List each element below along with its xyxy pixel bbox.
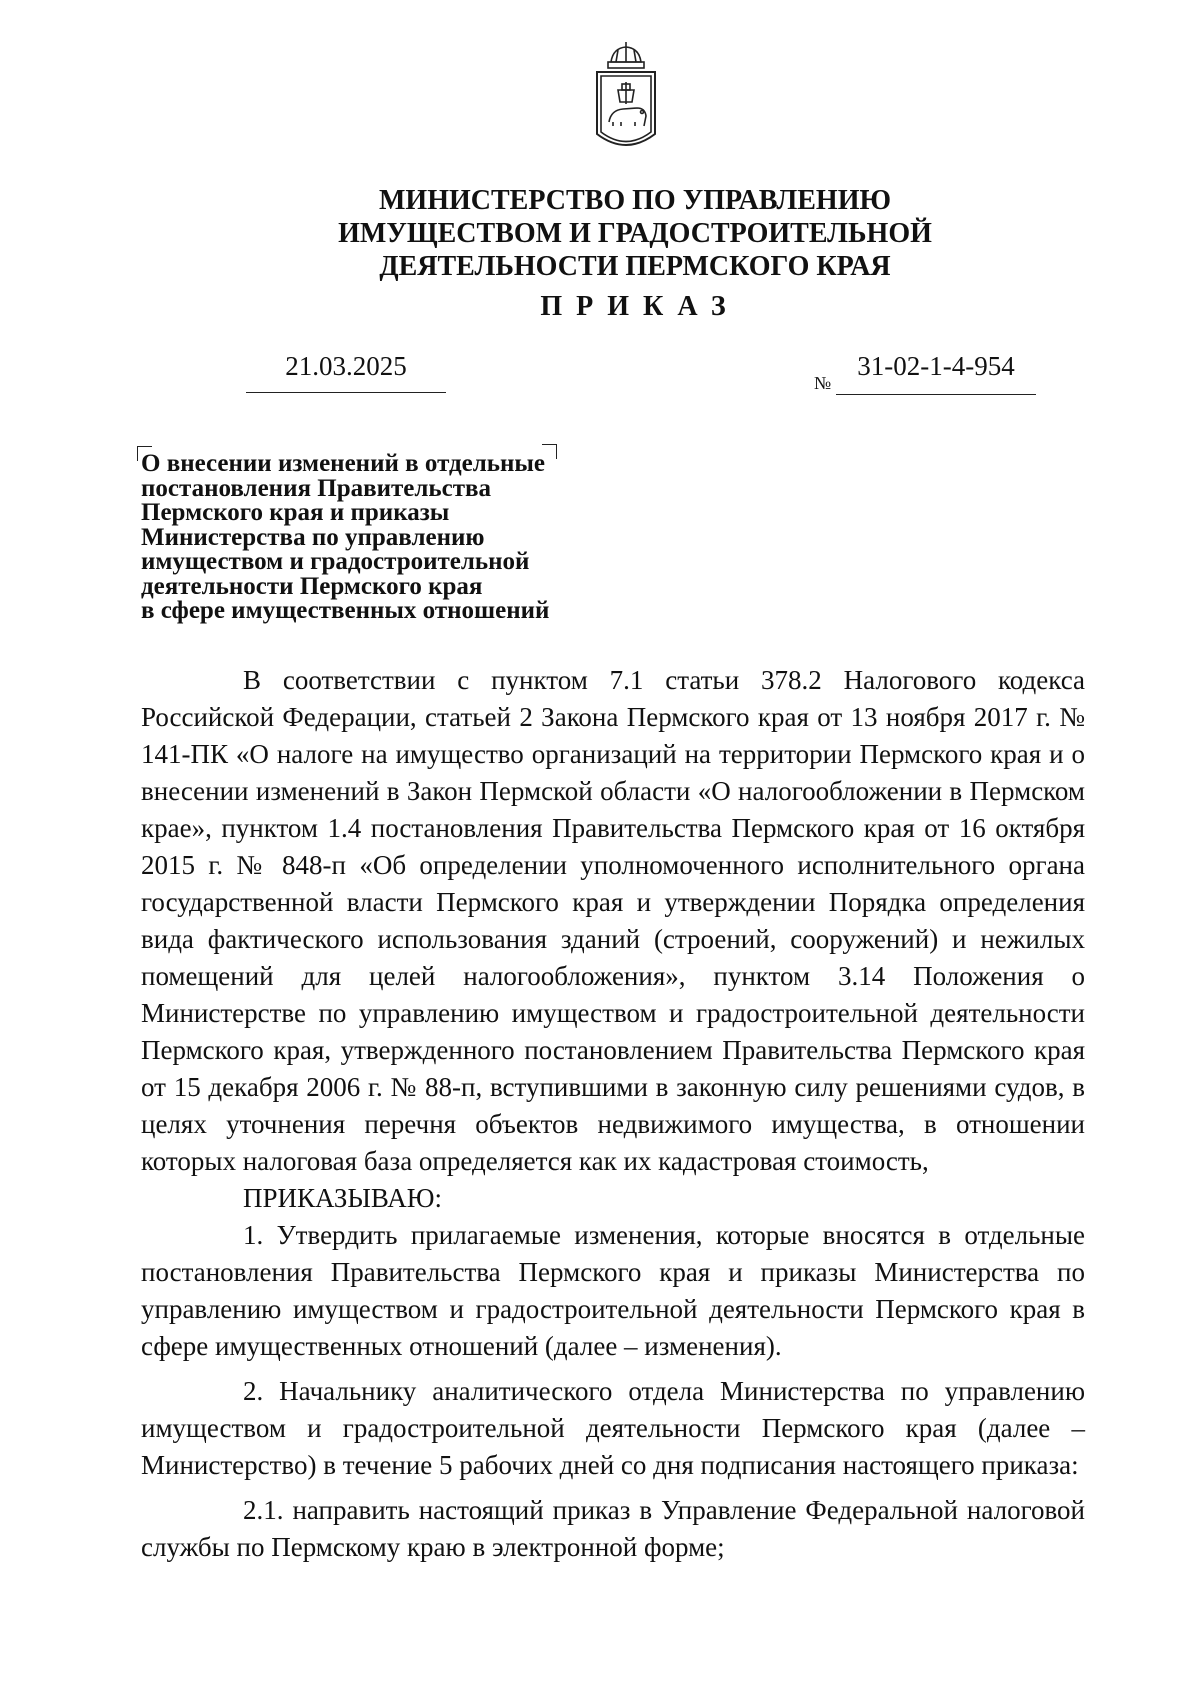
document-subject bbox=[141, 452, 621, 624]
subject-line: деятельности Пермского края bbox=[141, 572, 483, 600]
item-2-1-paragraph: 2.1. направить настоящий приказ в Управление Федеральной налоговой службы по Пермскому краю в электронной форме; bbox=[141, 1495, 1085, 1562]
number-underline bbox=[836, 394, 1036, 395]
subject-line: имуществом и градостроительной bbox=[141, 548, 530, 575]
subject-line: Министерства по управлению bbox=[141, 523, 485, 551]
subject-line: в сфере имущественных отношений bbox=[141, 597, 550, 624]
ministry-name bbox=[200, 184, 1070, 283]
number-sign: № bbox=[814, 373, 832, 393]
document-type-title: ПРИКАЗ bbox=[540, 291, 740, 322]
ministry-name-line: МИНИСТЕРСТВО ПО УПРАВЛЕНИЮ bbox=[379, 185, 891, 216]
item-2-paragraph: 2. Начальнику аналитического отдела Министерства по управлению имуществом и градостроительной деятельности Пермского края (далее – Министерство) в течение 5 рабочих дней со дня подписания настоящего приказа: bbox=[141, 1376, 1085, 1480]
preamble-paragraph: В соответствии с пунктом 7.1 статьи 378.2 Налогового кодекса Российской Федерации, статьей 2 Закона Пермского края от 13 ноября 2017 г. № 141-ПК «О налоге на имущество организаций на территории Пермского края и о внесении изменений в Закон Пермской области «О налогообложении в Пермском крае», пунктом 1.4 постановления Правительства Пермского края от 16 октября 2015 г. № 848-п «Об определении уполномоченного исполнительного органа государственной власти Пермского края и утверждении Порядка определения вида фактического использования зданий (строений, сооружений) и нежилых помещений для целей налогообложения», пунктом 3.14 Положения о Министерстве по управлению имуществом и градостроительной деятельности Пермского края, утвержденного постановлением Правительства Пермского края от 15 декабря 2006 г. № 88-п, вступившими в законную силу решениями судов, в целях уточнения перечня объектов недвижимого имущества, в отношении которых налоговая база определяется как их кадастровая стоимость, bbox=[141, 665, 1085, 1176]
ministry-name-line: ДЕЯТЕЛЬНОСТИ ПЕРМСКОГО КРАЯ bbox=[379, 251, 891, 282]
date-underline bbox=[246, 392, 446, 393]
item-1-paragraph: 1. Утвердить прилагаемые изменения, которые вносятся в отдельные постановления Правительства Пермского края и приказы Министерства по управлению имуществом и градостроительной деятельности Пермского края в сфере имущественных отношений (далее – изменения). bbox=[141, 1220, 1085, 1361]
subject-line: Пермского края и приказы bbox=[141, 499, 450, 526]
coat-of-arms-icon bbox=[591, 42, 661, 158]
order-word: ПРИКАЗЫВАЮ: bbox=[243, 1183, 442, 1213]
subject-line: О внесении изменений в отдельные bbox=[141, 450, 546, 477]
document-body bbox=[141, 662, 1085, 1566]
subject-line: постановления Правительства bbox=[141, 474, 491, 502]
document-number: 31-02-1-4-954 bbox=[857, 351, 1015, 381]
ministry-name-line: ИМУЩЕСТВОМ И ГРАДОСТРОИТЕЛЬНОЙ bbox=[338, 218, 932, 249]
document-date: 21.03.2025 bbox=[285, 351, 407, 381]
